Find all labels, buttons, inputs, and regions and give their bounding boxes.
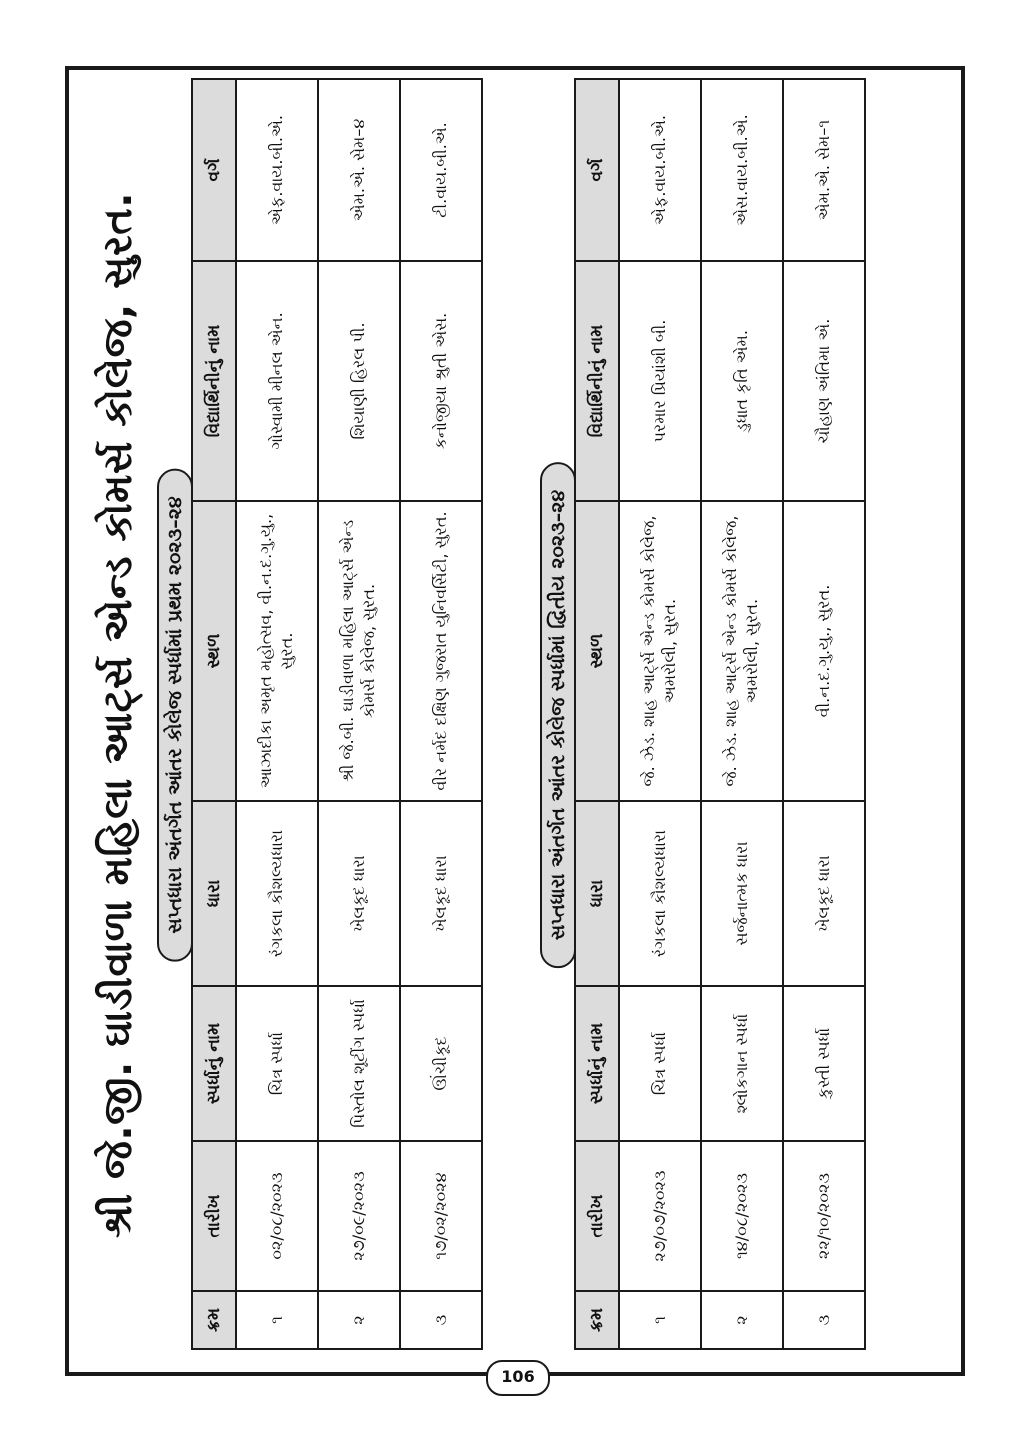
cell-place: વીર નર્મદ દક્ષિણ ગુજરાત યુનિવર્સિટી, સુરત. [400, 501, 482, 801]
cell-student: ડુધાત કૃતિ એમ. [701, 261, 783, 501]
cell-place: શ્રી જે.બી. ઘાડીવાળા મહિલા આર્ટ્સ એન્ડ કોમર્સ કોલેજ, સુરત. [318, 501, 400, 801]
cell-dhara: રંગકલા કૌશલ્યધારા [619, 801, 701, 986]
cell-place: જે. ઝેડ. શાહ આર્ટ્સ એન્ડ કોમર્સ કોલેજ, અમરોલી, સુરત. [619, 501, 701, 801]
col-header: સ્થળ [192, 501, 236, 801]
cell-class: એફ.વાય.બી.એ. [236, 79, 318, 261]
cell-date: ૨૨/૧૦/૨૦૨૩ [783, 1141, 865, 1291]
cell-dhara: ખેલકૂદ ધારા [318, 801, 400, 986]
col-header: સ્પર્ધાનું નામ [192, 986, 236, 1141]
cell-class: ટી.વાય.બી.એ. [400, 79, 482, 261]
col-header: ધારા [575, 801, 619, 986]
cell-date: ૧૭/૦૨/૨૦૨૪ [400, 1141, 482, 1291]
cell-competition: શ્લોકગાન સ્પર્ધા [701, 986, 783, 1141]
cell-competition: ઊંચીકૂદ [400, 986, 482, 1141]
table-row [400, 79, 482, 1349]
rotated-content [95, 80, 915, 1350]
cell-student: ચૌહાણ અંતિમા એ. [783, 261, 865, 501]
col-header: વર્ગ [192, 79, 236, 261]
cell-class: એફ.વાય.બી.એ. [619, 79, 701, 261]
col-header: વિદ્યાર્થિનીનું નામ [575, 261, 619, 501]
col-header: સ્થળ [575, 501, 619, 801]
cell-student: પરમાર પ્રિયાંશી બી. [619, 261, 701, 501]
results-table [191, 78, 483, 1350]
cell-competition: ચિત્ર સ્પર્ધા [236, 986, 318, 1141]
cell-date: ૨૭/૦૭/૨૦૨૩ [619, 1141, 701, 1291]
table-row [619, 79, 701, 1349]
table-header-row [192, 79, 236, 1349]
cell-dhara: રંગકલા કૌશલ્યધારા [236, 801, 318, 986]
cell-student: ગોસ્વામી મીનલ એન. [236, 261, 318, 501]
col-header: ધારા [192, 801, 236, 986]
cell-competition: પિસ્તોલ શૂટીંગ સ્પર્ધા [318, 986, 400, 1141]
page-title: શ્રી જે.જી. ઘાડીવાળા મહિલા આર્ટ્સ એન્ડ કોમર્સ કોલેજ, સુરત. [95, 192, 141, 1238]
cell-sr: ૩ [783, 1291, 865, 1349]
table-row [783, 79, 865, 1349]
cell-dhara: સર્જનાત્મક ધારા [701, 801, 783, 986]
cell-dhara: ખેલકૂદ ધારા [400, 801, 482, 986]
cell-competition: કુસ્તી સ્પર્ધા [783, 986, 865, 1141]
page-number: 106 [486, 1360, 550, 1396]
col-header: વર્ગ [575, 79, 619, 261]
cell-student: કનોજીયા શ્રુતી એસ. [400, 261, 482, 501]
cell-student: શિયાણી હિરલ પી. [318, 261, 400, 501]
cell-class: એમ.એ. સેમ–૧ [783, 79, 865, 261]
table-row [701, 79, 783, 1349]
section-heading: સપ્તધારા અંતર્ગત આંતર કોલેજ સ્પર્ધામાં દ્વિતીય ૨૦૨૩–૨૪ [540, 462, 576, 968]
col-header: સ્પર્ધાનું નામ [575, 986, 619, 1141]
cell-date: ૧૪/૦૮/૨૦૨૩ [701, 1141, 783, 1291]
cell-date: ૨૭/૦૯/૨૦૨૩ [318, 1141, 400, 1291]
cell-place: જે. ઝેડ. શાહ આર્ટ્સ એન્ડ કોમર્સ કોલેજ, અમરોલી, સુરત. [701, 501, 783, 801]
cell-sr: ૧ [619, 1291, 701, 1349]
results-table [574, 78, 866, 1350]
col-header: વિદ્યાર્થિનીનું નામ [192, 261, 236, 501]
section-heading: સપ્તધારા અંતર્ગત આંતર કોલેજ સ્પર્ધામાં પ્રથમ ૨૦૨૩–૨૪ [157, 468, 193, 961]
cell-place: વી.ન.દ.ગુ.યુ., સુરત. [783, 501, 865, 801]
cell-competition: ચિત્ર સ્પર્ધા [619, 986, 701, 1141]
cell-sr: ૨ [318, 1291, 400, 1349]
cell-sr: ૩ [400, 1291, 482, 1349]
col-header: ક્રમ [575, 1291, 619, 1349]
cell-date: ૦૨/૦૮/૨૦૨૩ [236, 1141, 318, 1291]
table-row [318, 79, 400, 1349]
cell-dhara: ખેલકૂદ ધારા [783, 801, 865, 986]
cell-class: એમ.એ. સેમ–૪ [318, 79, 400, 261]
col-header: તારીખ [192, 1141, 236, 1291]
cell-place: આઝાદીકા અમૃત મહોત્સવ, વી.ન.દ.ગુ.યુ., સુરત. [236, 501, 318, 801]
col-header: તારીખ [575, 1141, 619, 1291]
table-row [236, 79, 318, 1349]
cell-sr: ૧ [236, 1291, 318, 1349]
table-header-row [575, 79, 619, 1349]
col-header: ક્રમ [192, 1291, 236, 1349]
cell-sr: ૨ [701, 1291, 783, 1349]
cell-class: એસ.વાય.બી.એ. [701, 79, 783, 261]
